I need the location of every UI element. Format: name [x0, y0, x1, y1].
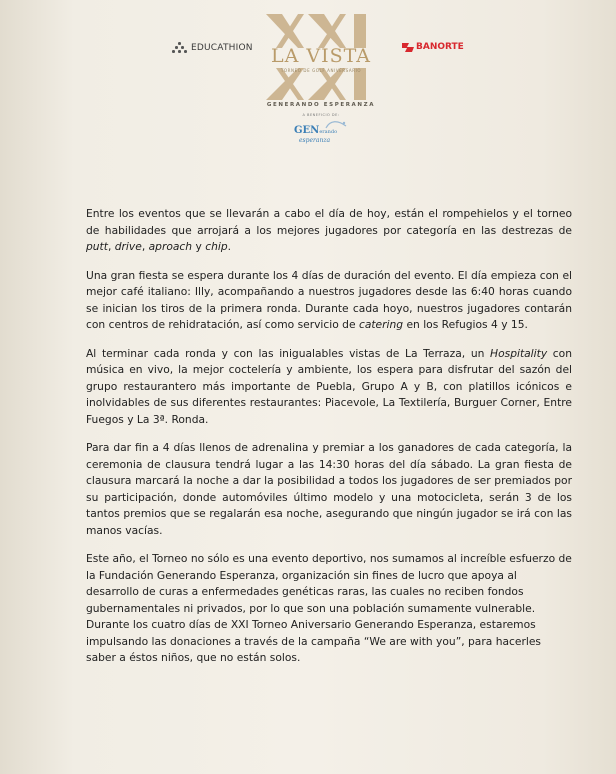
lavista-tagline: GENERANDO ESPERANZA	[266, 102, 376, 108]
text-run: en los Refugios 4 y 15.	[403, 318, 528, 331]
paragraph-4	[86, 440, 572, 539]
text-run: .	[227, 240, 232, 253]
paragraph-5	[86, 551, 572, 667]
article-body	[86, 206, 572, 679]
lavista-subtitle: TORNEO DE GOLF ANIVERSARIO	[280, 68, 362, 73]
lavista-name: LA VISTA	[271, 45, 371, 67]
beneficio-label: A BENEFICIO DE:	[302, 113, 340, 117]
text-run: ,	[107, 240, 115, 253]
banorte-label: BANORTE	[416, 42, 464, 52]
paragraph-2	[86, 268, 572, 334]
italic-term: catering	[358, 318, 404, 331]
italic-term: drive	[114, 240, 142, 253]
sponsor-header	[0, 0, 616, 170]
text-run: Al terminar cada ronda y con las inigualables vistas de La Terraza, un	[86, 346, 491, 360]
lavista-logo	[258, 12, 384, 122]
generando-esperanza-logo	[293, 120, 353, 150]
ge-logo-sub: esperanza	[299, 137, 331, 144]
banorte-logo	[402, 42, 464, 52]
text-run: Para dar fin a 4 días llenos de adrenalina y premiar a los ganadores de cada categoría, la ceremonia de clausura tendrá lugar a las 14:30 horas del día sábado. La gran fiesta de clausura marcará la noche a dar la posibilidad a todos los jugadores de ser premiados por su participación, donde automóviles último modelo y una motocicleta, serán 3 de los tantos premios que se regalarán esa noche, asegurando que ningún jugador se irá con las manos vacías.	[86, 441, 572, 537]
italic-term: chip	[205, 240, 228, 253]
italic-term: Hospitality	[490, 346, 548, 360]
paragraph-1	[86, 206, 572, 256]
italic-term: aproach	[148, 240, 193, 253]
ge-logo-main: GENerando	[294, 125, 338, 136]
text-run: Una gran fiesta se espera durante los 4 días de duración del evento. El día empieza con el mejor café italiano: Illy, acompañando a nuestros jugadores desde las 6:40 horas cuando se inician los tiros de la primera ronda. Durante cada hoyo, nuestros jugadores contarán con centros de rehidratación, así como servicio de	[86, 268, 572, 331]
text-run: Entre los eventos que se llevarán a cabo el día de hoy, están el rompehielos y el torneo de habilidades que arrojará a los mejores jugadores por categoría en las destrezas de	[86, 207, 572, 237]
paragraph-3	[86, 346, 572, 429]
text-run: Este año, el Torneo no sólo es una evento deportivo, nos sumamos al increíble esfuerzo de la Fundación Generando Esperanza, organización sin fines de lucro que apoya al desarrollo de curas a enfermedades genéticas raras, las cuales no reciben fondos gubernamentales ni privados, por lo que son una población sumamente vulnerable. Durante los cuatro días de XXI Torneo Aniversario Generando Esperanza, estaremos impulsando las donaciones a través de la campaña “We are with you”, para hacerles saber a éstos niños, que no están solos.	[86, 552, 572, 664]
text-run: ,	[141, 240, 149, 253]
banorte-mark-icon	[402, 43, 414, 52]
text-run: y	[192, 240, 206, 253]
educathion-dots-icon	[172, 42, 188, 54]
text-run: con música en vivo, la mejor coctelería y ambiente, los espera para disfrutar del sazón del grupo restaurantero más importante de Puebla, Grupo A y B, con platillos icónicos e inolvidables de sus diferentes restaurantes: Piacevole, La Textilería, Burguer Corner, Entre Fuegos y La 3ª. Ronda.	[86, 346, 572, 426]
italic-term: putt	[86, 240, 108, 253]
educathion-logo	[172, 42, 253, 54]
educathion-label: EDUCATHION	[191, 43, 253, 53]
